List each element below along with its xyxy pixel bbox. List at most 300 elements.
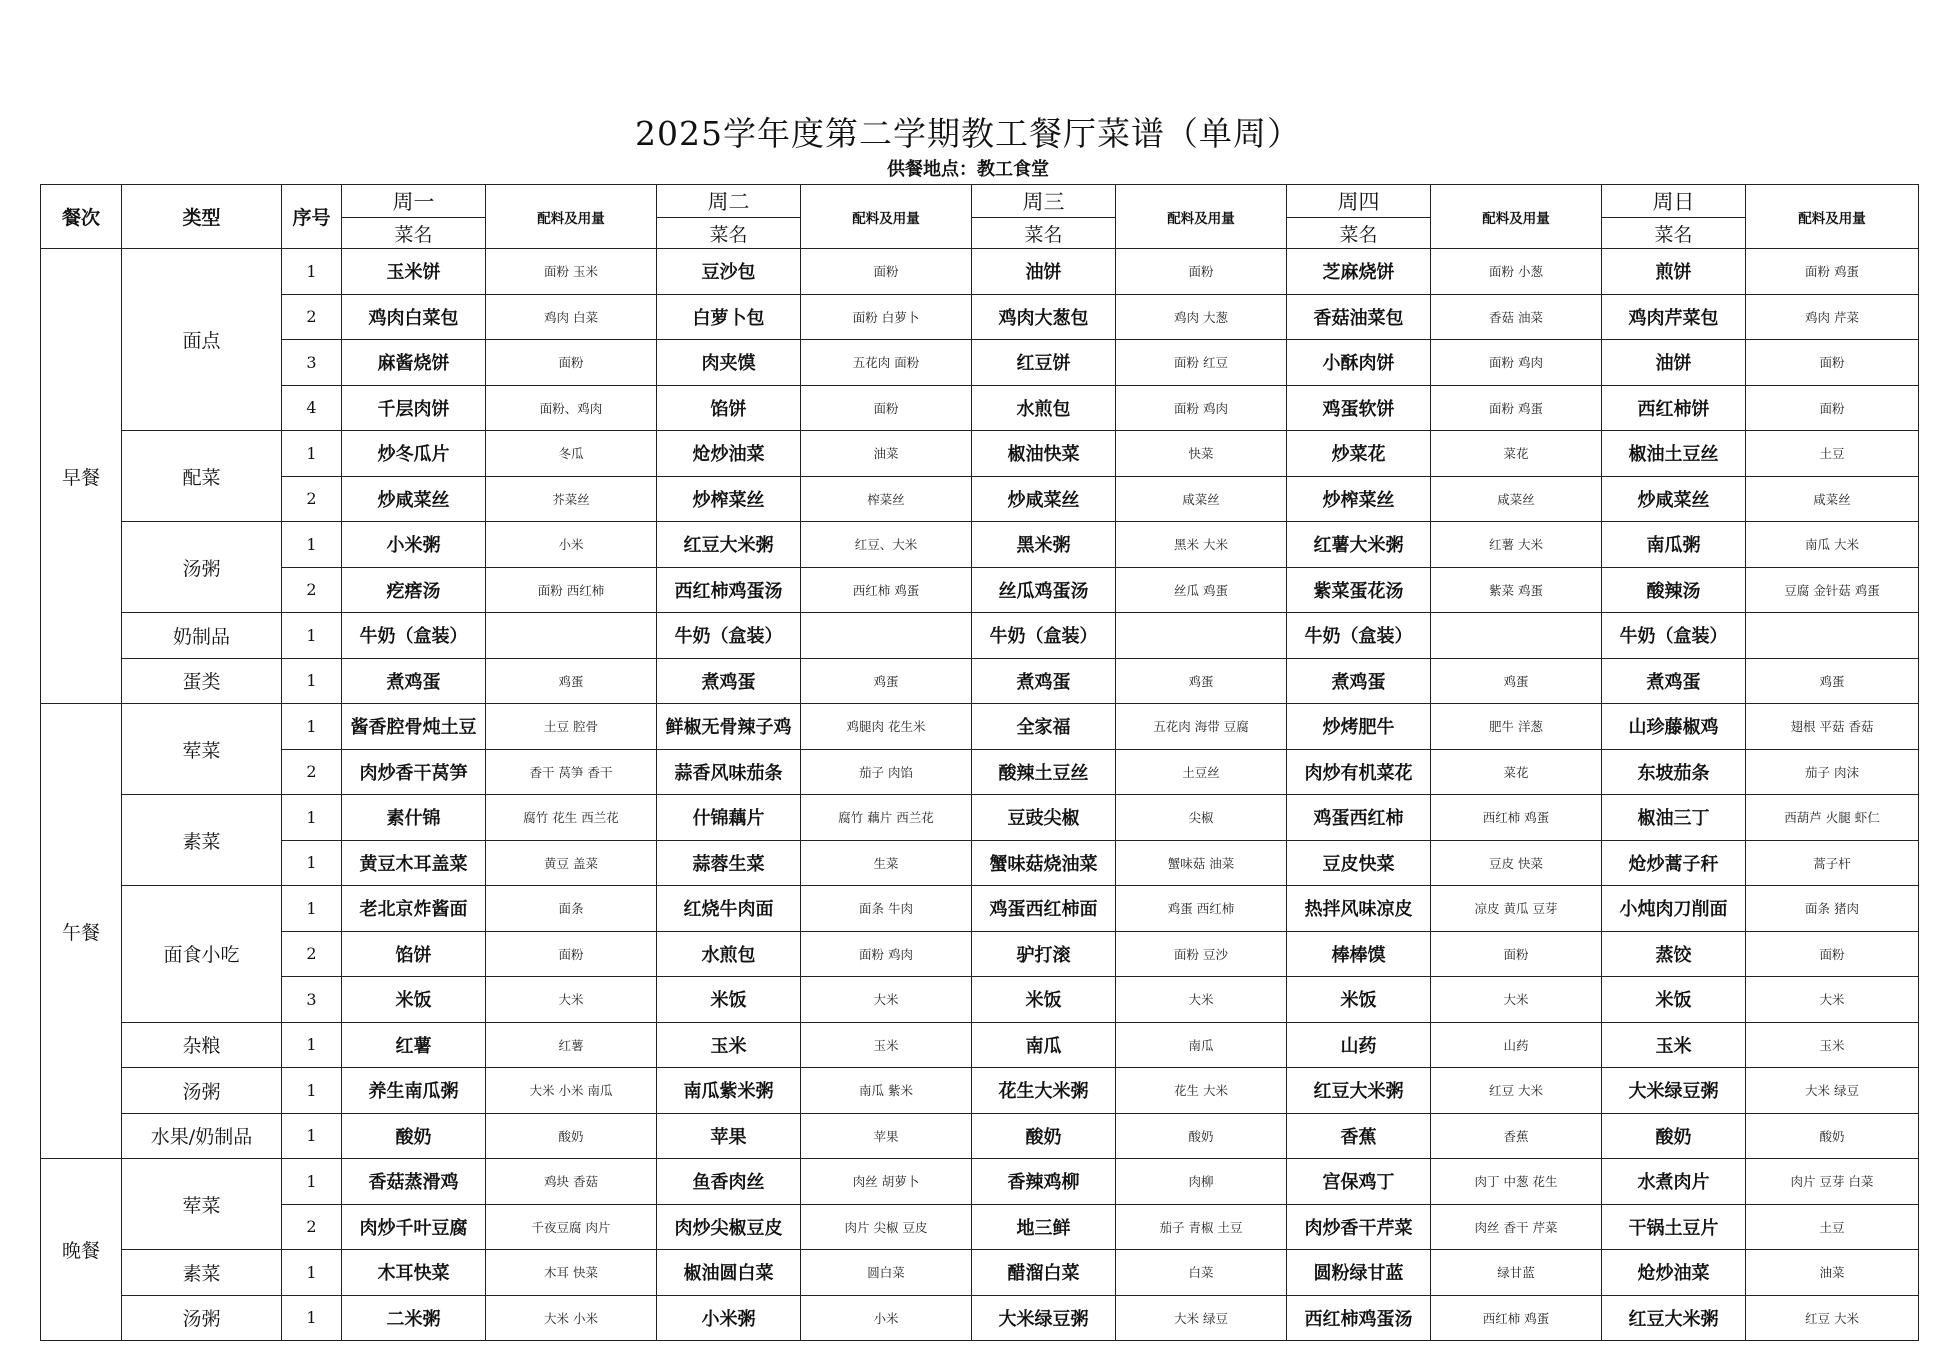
dish-ingredients: 南瓜 大米 [1746,522,1919,568]
dish-ingredients: 酸奶 [486,1113,657,1159]
dish-name: 椒油圆白菜 [657,1250,801,1296]
table-row [41,840,1919,886]
dish-name: 米饭 [657,977,801,1023]
table-row [41,1250,1919,1296]
dish-name: 宫保鸡丁 [1287,1159,1431,1205]
dish-name: 米饭 [342,977,486,1023]
dish-ingredients: 千夜豆腐 肉片 [486,1204,657,1250]
dish-ingredients: 肉柳 [1116,1159,1287,1205]
dish-name: 馅饼 [657,385,801,431]
dish-name: 炒榨菜丝 [657,476,801,522]
dish-ingredients: 五花肉 海带 豆腐 [1116,704,1287,750]
dish-ingredients: 红豆 大米 [1431,1068,1602,1114]
header-ingredients: 配料及用量 [1116,185,1287,249]
table-row [41,977,1919,1023]
dish-ingredients: 肉丝 胡萝卜 [801,1159,972,1205]
meal-cell: 午餐 [41,704,122,1159]
dish-name: 肉夹馍 [657,340,801,386]
dish-name: 椒油土豆丝 [1602,431,1746,477]
dish-ingredients: 菜花 [1431,749,1602,795]
dish-ingredients: 面粉 玉米 [486,249,657,295]
dish-name: 红豆大米粥 [1602,1295,1746,1341]
header-ingredients: 配料及用量 [486,185,657,249]
dish-name: 红豆饼 [972,340,1116,386]
row-number: 1 [282,522,342,568]
page-subtitle: 供餐地点：教工食堂 [887,159,1049,180]
dish-ingredients: 红豆、大米 [801,522,972,568]
dish-ingredients: 腐竹 藕片 西兰花 [801,795,972,841]
dish-ingredients: 玉米 [801,1022,972,1068]
table-row [41,1295,1919,1341]
dish-ingredients: 圆白菜 [801,1250,972,1296]
dish-name: 炒烤肥牛 [1287,704,1431,750]
type-cell: 素菜 [122,1250,282,1296]
table-row [41,1204,1919,1250]
dish-name: 牛奶（盒装） [972,613,1116,659]
dish-ingredients: 大米 [1431,977,1602,1023]
dish-ingredients: 鸡蛋 西红柿 [1116,886,1287,932]
row-number: 1 [282,1295,342,1341]
dish-ingredients: 面粉 鸡肉 [1431,340,1602,386]
dish-ingredients: 西红柿 鸡蛋 [1431,795,1602,841]
type-cell: 汤粥 [122,522,282,613]
dish-name: 鸡蛋西红柿 [1287,795,1431,841]
row-number: 2 [282,294,342,340]
row-number: 1 [282,1250,342,1296]
row-number: 1 [282,431,342,477]
dish-ingredients: 五花肉 面粉 [801,340,972,386]
dish-ingredients: 茄子 青椒 土豆 [1116,1204,1287,1250]
dish-ingredients: 西红柿 鸡蛋 [801,567,972,613]
type-cell: 杂粮 [122,1022,282,1068]
dish-ingredients: 香蕉 [1431,1113,1602,1159]
header-dish: 菜名 [972,218,1116,249]
type-cell: 荤菜 [122,704,282,795]
dish-ingredients: 菜花 [1431,431,1602,477]
dish-name: 黑米粥 [972,522,1116,568]
dish-ingredients: 玉米 [1746,1022,1919,1068]
dish-ingredients: 酸奶 [1116,1113,1287,1159]
dish-ingredients: 蟹味菇 油菜 [1116,840,1287,886]
dish-ingredients: 面粉 [801,385,972,431]
dish-name: 香菇油菜包 [1287,294,1431,340]
dish-ingredients: 面粉 鸡蛋 [1431,385,1602,431]
dish-name: 豆皮快菜 [1287,840,1431,886]
dish-ingredients: 大米 小米 [486,1295,657,1341]
dish-name: 南瓜 [972,1022,1116,1068]
row-number: 2 [282,931,342,977]
dish-ingredients: 鸡蛋 [1746,658,1919,704]
dish-name: 鲜椒无骨辣子鸡 [657,704,801,750]
dish-ingredients: 冬瓜 [486,431,657,477]
dish-name: 蟹味菇烧油菜 [972,840,1116,886]
dish-name: 炝炒蒿子秆 [1602,840,1746,886]
header-day: 周四 [1287,185,1431,218]
dish-name: 养生南瓜粥 [342,1068,486,1114]
dish-name: 鸡蛋软饼 [1287,385,1431,431]
dish-ingredients: 香干 莴笋 香干 [486,749,657,795]
dish-ingredients: 咸菜丝 [1746,476,1919,522]
dish-name: 西红柿饼 [1602,385,1746,431]
dish-ingredients: 豆腐 金针菇 鸡蛋 [1746,567,1919,613]
dish-name: 疙瘩汤 [342,567,486,613]
dish-ingredients: 面粉 [1746,931,1919,977]
header-dish: 菜名 [342,218,486,249]
dish-name: 蒸饺 [1602,931,1746,977]
header-ingredients: 配料及用量 [801,185,972,249]
row-number: 1 [282,658,342,704]
dish-name: 老北京炸酱面 [342,886,486,932]
dish-name: 香辣鸡柳 [972,1159,1116,1205]
dish-ingredients: 面粉 [1746,385,1919,431]
type-cell: 水果/奶制品 [122,1113,282,1159]
table-row [41,522,1919,568]
dish-name: 麻酱烧饼 [342,340,486,386]
header-dish: 菜名 [1287,218,1431,249]
table-row [41,476,1919,522]
dish-ingredients: 面粉 [1116,249,1287,295]
dish-name: 蒜香风味茄条 [657,749,801,795]
dish-ingredients: 花生 大米 [1116,1068,1287,1114]
row-number: 2 [282,1204,342,1250]
dish-name: 煮鸡蛋 [342,658,486,704]
dish-ingredients: 尖椒 [1116,795,1287,841]
dish-name: 苹果 [657,1113,801,1159]
dish-name: 炒咸菜丝 [972,476,1116,522]
dish-name: 玉米 [657,1022,801,1068]
type-cell: 蛋类 [122,658,282,704]
dish-name: 香蕉 [1287,1113,1431,1159]
table-row [41,749,1919,795]
dish-name: 馅饼 [342,931,486,977]
row-number: 1 [282,840,342,886]
dish-name: 炒咸菜丝 [342,476,486,522]
page-title: 2025学年度第二学期教工餐厅菜谱（单周） [635,114,1301,153]
dish-ingredients: 鸡腿肉 花生米 [801,704,972,750]
header-ingredients: 配料及用量 [1746,185,1919,249]
dish-ingredients: 大米 [486,977,657,1023]
table-row [41,1159,1919,1205]
dish-name: 热拌风味凉皮 [1287,886,1431,932]
dish-ingredients: 面粉 鸡肉 [801,931,972,977]
dish-name: 大米绿豆粥 [1602,1068,1746,1114]
row-number: 1 [282,613,342,659]
dish-ingredients: 芥菜丝 [486,476,657,522]
dish-ingredients: 鸡肉 大葱 [1116,294,1287,340]
dish-ingredients: 咸菜丝 [1116,476,1287,522]
dish-ingredients: 绿甘蓝 [1431,1250,1602,1296]
dish-ingredients: 西红柿 鸡蛋 [1431,1295,1602,1341]
dish-name: 大米绿豆粥 [972,1295,1116,1341]
dish-ingredients: 油菜 [1746,1250,1919,1296]
table-row [41,1022,1919,1068]
dish-ingredients [486,613,657,659]
dish-name: 肉炒有机菜花 [1287,749,1431,795]
type-cell: 荤菜 [122,1159,282,1250]
dish-ingredients: 大米 [1116,977,1287,1023]
dish-name: 小米粥 [657,1295,801,1341]
table-row [41,385,1919,431]
dish-name: 地三鲜 [972,1204,1116,1250]
dish-name: 鸡蛋西红柿面 [972,886,1116,932]
table-row [41,658,1919,704]
dish-name: 水煎包 [657,931,801,977]
dish-name: 全家福 [972,704,1116,750]
header-day: 周一 [342,185,486,218]
dish-name: 肉炒千叶豆腐 [342,1204,486,1250]
dish-name: 米饭 [1287,977,1431,1023]
dish-name: 酸奶 [1602,1113,1746,1159]
dish-ingredients: 丝瓜 鸡蛋 [1116,567,1287,613]
dish-name: 肉炒香干莴笋 [342,749,486,795]
dish-name: 千层肉饼 [342,385,486,431]
dish-name: 小炖肉刀削面 [1602,886,1746,932]
dish-ingredients: 肉片 豆芽 白菜 [1746,1159,1919,1205]
dish-ingredients: 大米 小米 南瓜 [486,1068,657,1114]
dish-ingredients: 面粉 西红柿 [486,567,657,613]
dish-name: 炒榨菜丝 [1287,476,1431,522]
dish-ingredients: 大米 绿豆 [1116,1295,1287,1341]
dish-ingredients: 香菇 油菜 [1431,294,1602,340]
table-header [41,185,1919,249]
dish-ingredients: 咸菜丝 [1431,476,1602,522]
dish-name: 牛奶（盒装） [342,613,486,659]
dish-name: 煮鸡蛋 [972,658,1116,704]
dish-name: 酱香腔骨炖土豆 [342,704,486,750]
dish-name: 驴打滚 [972,931,1116,977]
dish-ingredients: 面条 [486,886,657,932]
row-number: 3 [282,977,342,1023]
meal-cell: 早餐 [41,249,122,704]
dish-name: 红烧牛肉面 [657,886,801,932]
type-cell: 配菜 [122,431,282,522]
dish-name: 玉米 [1602,1022,1746,1068]
dish-name: 白萝卜包 [657,294,801,340]
dish-name: 米饭 [1602,977,1746,1023]
dish-ingredients: 肉丝 香干 芹菜 [1431,1204,1602,1250]
dish-ingredients: 肉丁 中葱 花生 [1431,1159,1602,1205]
dish-name: 水煮肉片 [1602,1159,1746,1205]
dish-ingredients: 面粉 白萝卜 [801,294,972,340]
dish-ingredients: 面粉 [1431,931,1602,977]
dish-ingredients [1746,613,1919,659]
row-number: 2 [282,749,342,795]
dish-name: 圆粉绿甘蓝 [1287,1250,1431,1296]
table-row [41,431,1919,477]
dish-ingredients: 茄子 肉沫 [1746,749,1919,795]
header-no: 序号 [282,185,342,249]
dish-ingredients: 大米 [1746,977,1919,1023]
dish-ingredients: 豆皮 快菜 [1431,840,1602,886]
header-dish: 菜名 [657,218,801,249]
dish-name: 南瓜紫米粥 [657,1068,801,1114]
row-number: 4 [282,385,342,431]
type-cell: 汤粥 [122,1295,282,1341]
dish-ingredients: 肉片 尖椒 豆皮 [801,1204,972,1250]
dish-name: 椒油三丁 [1602,795,1746,841]
dish-ingredients: 面粉 鸡肉 [1116,385,1287,431]
header-day: 周二 [657,185,801,218]
dish-ingredients: 土豆丝 [1116,749,1287,795]
dish-ingredients: 白菜 [1116,1250,1287,1296]
table-row [41,886,1919,932]
dish-ingredients [1431,613,1602,659]
type-cell: 奶制品 [122,613,282,659]
dish-ingredients: 红薯 [486,1022,657,1068]
dish-ingredients: 茄子 肉馅 [801,749,972,795]
dish-ingredients: 红薯 大米 [1431,522,1602,568]
dish-ingredients: 南瓜 紫米 [801,1068,972,1114]
dish-name: 东坡茄条 [1602,749,1746,795]
dish-name: 蒜蓉生菜 [657,840,801,886]
table-row [41,294,1919,340]
dish-ingredients: 酸奶 [1746,1113,1919,1159]
dish-name: 芝麻烧饼 [1287,249,1431,295]
dish-ingredients: 翅根 平菇 香菇 [1746,704,1919,750]
table-row [41,795,1919,841]
dish-name: 鸡肉大葱包 [972,294,1116,340]
dish-name: 椒油快菜 [972,431,1116,477]
table-row [41,931,1919,977]
table-row [41,340,1919,386]
dish-name: 南瓜粥 [1602,522,1746,568]
dish-name: 煮鸡蛋 [657,658,801,704]
row-number: 1 [282,249,342,295]
dish-name: 素什锦 [342,795,486,841]
table-row [41,567,1919,613]
dish-ingredients: 鸡肉 白菜 [486,294,657,340]
dish-ingredients: 面粉 小葱 [1431,249,1602,295]
dish-name: 煎饼 [1602,249,1746,295]
dish-name: 花生大米粥 [972,1068,1116,1114]
meal-cell: 晚餐 [41,1159,122,1341]
dish-name: 小酥肉饼 [1287,340,1431,386]
header-meal: 餐次 [41,185,122,249]
row-number: 1 [282,886,342,932]
dish-ingredients: 面粉 [801,249,972,295]
table-row [41,249,1919,295]
dish-name: 红豆大米粥 [1287,1068,1431,1114]
dish-ingredients: 面粉 红豆 [1116,340,1287,386]
table-row [41,613,1919,659]
dish-name: 水煎包 [972,385,1116,431]
dish-ingredients: 黑米 大米 [1116,522,1287,568]
dish-ingredients: 鸡蛋 [1431,658,1602,704]
dish-name: 牛奶（盒装） [657,613,801,659]
dish-ingredients: 面粉 [486,340,657,386]
dish-name: 鱼香肉丝 [657,1159,801,1205]
dish-name: 二米粥 [342,1295,486,1341]
dish-ingredients: 腐竹 花生 西兰花 [486,795,657,841]
header-ingredients: 配料及用量 [1431,185,1602,249]
dish-name: 红薯 [342,1022,486,1068]
header-day: 周三 [972,185,1116,218]
dish-name: 炒咸菜丝 [1602,476,1746,522]
dish-name: 木耳快菜 [342,1250,486,1296]
table-row [41,1068,1919,1114]
dish-name: 黄豆木耳盖菜 [342,840,486,886]
menu-table [40,184,1919,1341]
dish-name: 炒菜花 [1287,431,1431,477]
dish-name: 牛奶（盒装） [1287,613,1431,659]
header-dish: 菜名 [1602,218,1746,249]
dish-name: 肉炒香干芹菜 [1287,1204,1431,1250]
dish-name: 油饼 [1602,340,1746,386]
header-day: 周日 [1602,185,1746,218]
dish-name: 小米粥 [342,522,486,568]
dish-ingredients: 鸡蛋 [801,658,972,704]
row-number: 2 [282,476,342,522]
dish-name: 什锦藕片 [657,795,801,841]
dish-name: 肉炒尖椒豆皮 [657,1204,801,1250]
dish-name: 山药 [1287,1022,1431,1068]
dish-ingredients: 生菜 [801,840,972,886]
dish-ingredients: 榨菜丝 [801,476,972,522]
dish-ingredients [801,613,972,659]
dish-ingredients: 黄豆 盖菜 [486,840,657,886]
dish-name: 酸奶 [342,1113,486,1159]
dish-name: 酸辣土豆丝 [972,749,1116,795]
dish-ingredients: 土豆 [1746,1204,1919,1250]
row-number: 3 [282,340,342,386]
type-cell: 面点 [122,249,282,431]
dish-name: 红薯大米粥 [1287,522,1431,568]
dish-ingredients: 面粉 鸡蛋 [1746,249,1919,295]
dish-ingredients: 蒿子杆 [1746,840,1919,886]
dish-ingredients: 鸡蛋 [1116,658,1287,704]
dish-ingredients: 小米 [486,522,657,568]
dish-ingredients: 木耳 快菜 [486,1250,657,1296]
dish-ingredients: 大米 绿豆 [1746,1068,1919,1114]
type-cell: 汤粥 [122,1068,282,1114]
header-type: 类型 [122,185,282,249]
dish-name: 鸡肉白菜包 [342,294,486,340]
dish-ingredients: 面粉、鸡肉 [486,385,657,431]
dish-name: 炝炒油菜 [1602,1250,1746,1296]
row-number: 1 [282,1068,342,1114]
row-number: 1 [282,704,342,750]
dish-ingredients: 土豆 腔骨 [486,704,657,750]
dish-ingredients: 面粉 [486,931,657,977]
row-number: 1 [282,1022,342,1068]
row-number: 1 [282,795,342,841]
dish-name: 豆沙包 [657,249,801,295]
dish-name: 西红柿鸡蛋汤 [1287,1295,1431,1341]
dish-ingredients [1116,613,1287,659]
dish-ingredients: 凉皮 黄瓜 豆芽 [1431,886,1602,932]
dish-ingredients: 红豆 大米 [1746,1295,1919,1341]
dish-name: 香菇蒸滑鸡 [342,1159,486,1205]
table-body [41,249,1919,1341]
type-cell: 面食小吃 [122,886,282,1023]
dish-name: 醋溜白菜 [972,1250,1116,1296]
dish-ingredients: 大米 [801,977,972,1023]
dish-name: 红豆大米粥 [657,522,801,568]
type-cell: 素菜 [122,795,282,886]
dish-ingredients: 面条 猪肉 [1746,886,1919,932]
dish-name: 干锅土豆片 [1602,1204,1746,1250]
dish-ingredients: 油菜 [801,431,972,477]
dish-ingredients: 小米 [801,1295,972,1341]
dish-name: 酸辣汤 [1602,567,1746,613]
dish-name: 鸡肉芹菜包 [1602,294,1746,340]
dish-ingredients: 鸡蛋 [486,658,657,704]
dish-ingredients: 面粉 [1746,340,1919,386]
dish-name: 炒冬瓜片 [342,431,486,477]
dish-name: 棒棒馍 [1287,931,1431,977]
dish-name: 丝瓜鸡蛋汤 [972,567,1116,613]
dish-name: 玉米饼 [342,249,486,295]
